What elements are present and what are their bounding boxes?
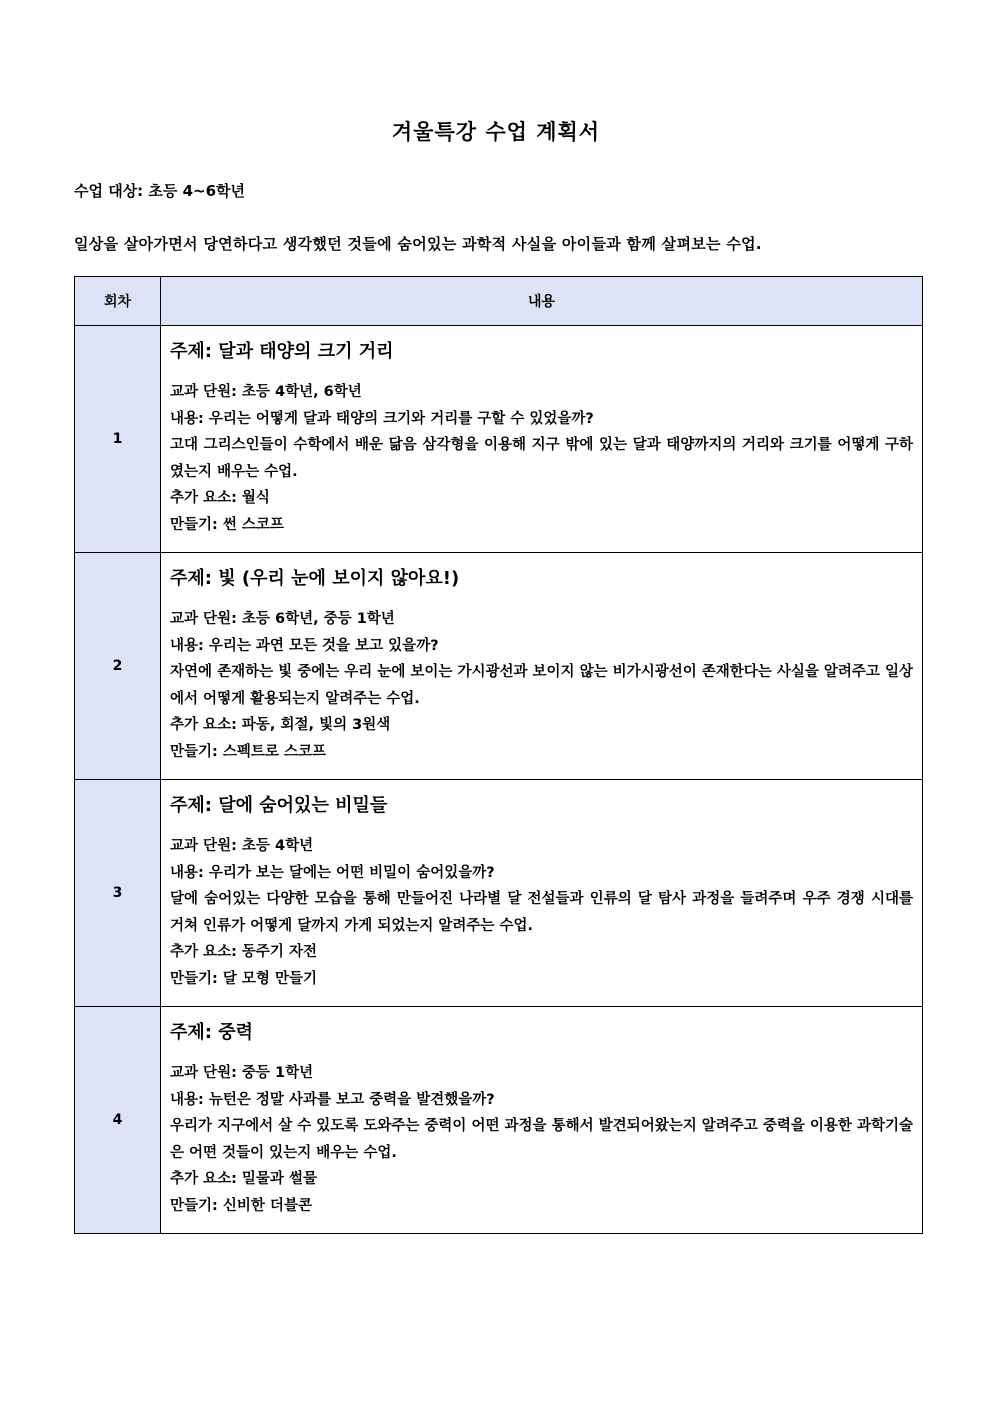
session-question: 내용: 우리는 과연 모든 것을 보고 있을까? — [170, 637, 439, 654]
lesson-plan-table — [74, 276, 923, 1234]
session-question: 내용: 뉴턴은 정말 사과를 보고 중력을 발견했을까? — [170, 1091, 495, 1108]
session-body: 우리가 지구에서 살 수 있도록 도와주는 중력이 어떤 과정을 통해서 발견되어왔는지 알려주고 중력을 이용한 과학기술은 어떤 것들이 있는지 배우는 수업. — [170, 1118, 914, 1161]
session-number: 3 — [75, 780, 161, 1007]
session-question: 내용: 우리는 어떻게 달과 태양의 크기와 거리를 구할 수 있었을까? — [170, 410, 594, 427]
session-question: 내용: 우리가 보는 달에는 어떤 비밀이 숨어있을까? — [170, 864, 495, 881]
session-unit: 교과 단원: 초등 6학년, 중등 1학년 — [170, 611, 395, 627]
header-session: 회차 — [75, 277, 161, 326]
session-content — [161, 780, 923, 1007]
session-extra: 추가 요소: 월식 — [170, 490, 270, 506]
session-body: 고대 그리스인들이 수학에서 배운 닮음 삼각형을 이용해 지구 밖에 있는 달과 태양까지의 거리와 크기를 어떻게 구하였는지 배우는 수업. — [170, 437, 913, 480]
session-making: 만들기: 신비한 더블콘 — [170, 1197, 312, 1214]
session-topic: 주제: 중력 — [170, 1022, 254, 1043]
session-content — [161, 1007, 923, 1234]
session-making: 만들기: 달 모형 만들기 — [170, 970, 318, 987]
session-making: 만들기: 스펙트로 스코프 — [170, 743, 326, 760]
session-unit: 교과 단원: 초등 4학년, 6학년 — [170, 384, 362, 400]
session-content — [161, 326, 923, 553]
session-number: 4 — [75, 1007, 161, 1234]
session-content — [161, 553, 923, 780]
session-extra: 추가 요소: 밀물과 썰물 — [170, 1171, 318, 1187]
session-topic: 주제: 달에 숨어있는 비밀들 — [170, 795, 388, 816]
table-row — [75, 1007, 923, 1234]
session-body: 달에 숨어있는 다양한 모습을 통해 만들어진 나라별 달 전설들과 인류의 달 탐사 과정을 들려주며 우주 경쟁 시대를 거쳐 인류가 어떻게 달까지 가게 되었는지 알려주는 수업. — [170, 891, 913, 934]
session-unit: 교과 단원: 초등 4학년 — [170, 838, 314, 854]
page-title: 겨울특강 수업 계획서 — [391, 120, 601, 144]
session-making: 만들기: 썬 스코프 — [170, 516, 284, 533]
class-description: 일상을 살아가면서 당연하다고 생각했던 것들에 숨어있는 과학적 사실을 아이들과 함께 살펴보는 수업. — [74, 235, 762, 253]
session-unit: 교과 단원: 중등 1학년 — [170, 1065, 314, 1081]
session-extra: 추가 요소: 파동, 회절, 빛의 3원색 — [170, 717, 391, 733]
class-target: 수업 대상: 초등 4~6학년 — [74, 182, 246, 200]
session-extra: 추가 요소: 동주기 자전 — [170, 944, 318, 960]
table-header-row — [75, 277, 923, 326]
table-row — [75, 326, 923, 553]
header-content: 내용 — [161, 277, 923, 326]
table-row — [75, 780, 923, 1007]
session-body: 자연에 존재하는 빛 중에는 우리 눈에 보이는 가시광선과 보이지 않는 비가시광선이 존재한다는 사실을 알려주고 일상에서 어떻게 활용되는지 알려주는 수업. — [170, 664, 914, 707]
table-row — [75, 553, 923, 780]
session-number: 2 — [75, 553, 161, 780]
session-topic: 주제: 빛 (우리 눈에 보이지 않아요!) — [170, 568, 460, 589]
session-topic: 주제: 달과 태양의 크기 거리 — [170, 341, 394, 362]
session-number: 1 — [75, 326, 161, 553]
